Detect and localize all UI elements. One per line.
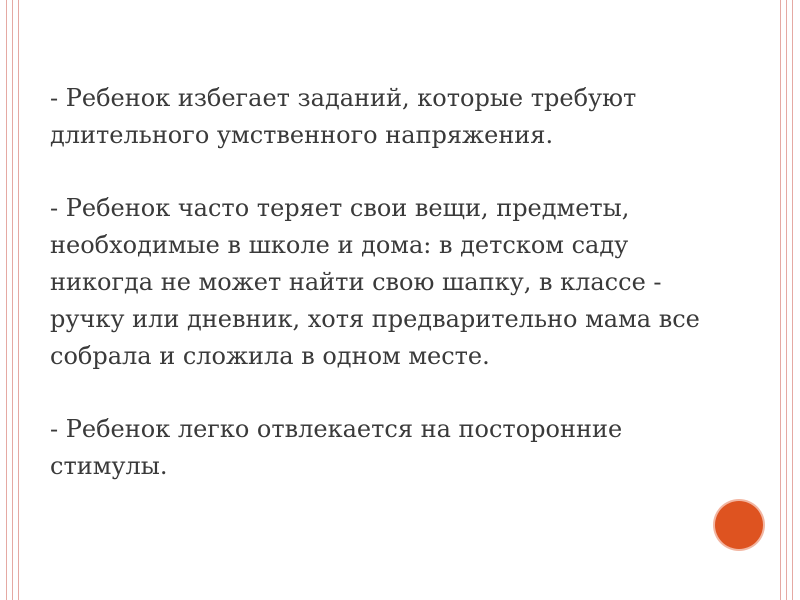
text-line: - Ребенок легко отвлекается на посторонние [50, 415, 623, 443]
text-line: никогда не может найти свою шапку, в классе - [50, 268, 662, 296]
text-line: - Ребенок часто теряет свои вещи, предметы, [50, 194, 630, 222]
paragraph-loses-things [50, 190, 750, 375]
text-line: ручку или дневник, хотя предварительно мама все [50, 305, 700, 333]
paragraph-avoids-tasks [50, 80, 750, 154]
text-line: длительного умственного напряжения. [50, 121, 554, 149]
slide-body [50, 80, 750, 521]
left-border-line [6, 0, 7, 600]
right-border-line [780, 0, 781, 600]
text-line: собрала и сложила в одном месте. [50, 342, 490, 370]
right-border-line [792, 0, 793, 600]
paragraph-distracted [50, 411, 750, 485]
text-line: стимулы. [50, 452, 168, 480]
left-border-line [12, 0, 13, 600]
right-border-line [786, 0, 787, 600]
text-line: необходимые в школе и дома: в детском саду [50, 231, 629, 259]
text-line: - Ребенок избегает заданий, которые требуют [50, 84, 637, 112]
left-border-line [18, 0, 19, 600]
decorative-circle-icon [715, 501, 763, 549]
